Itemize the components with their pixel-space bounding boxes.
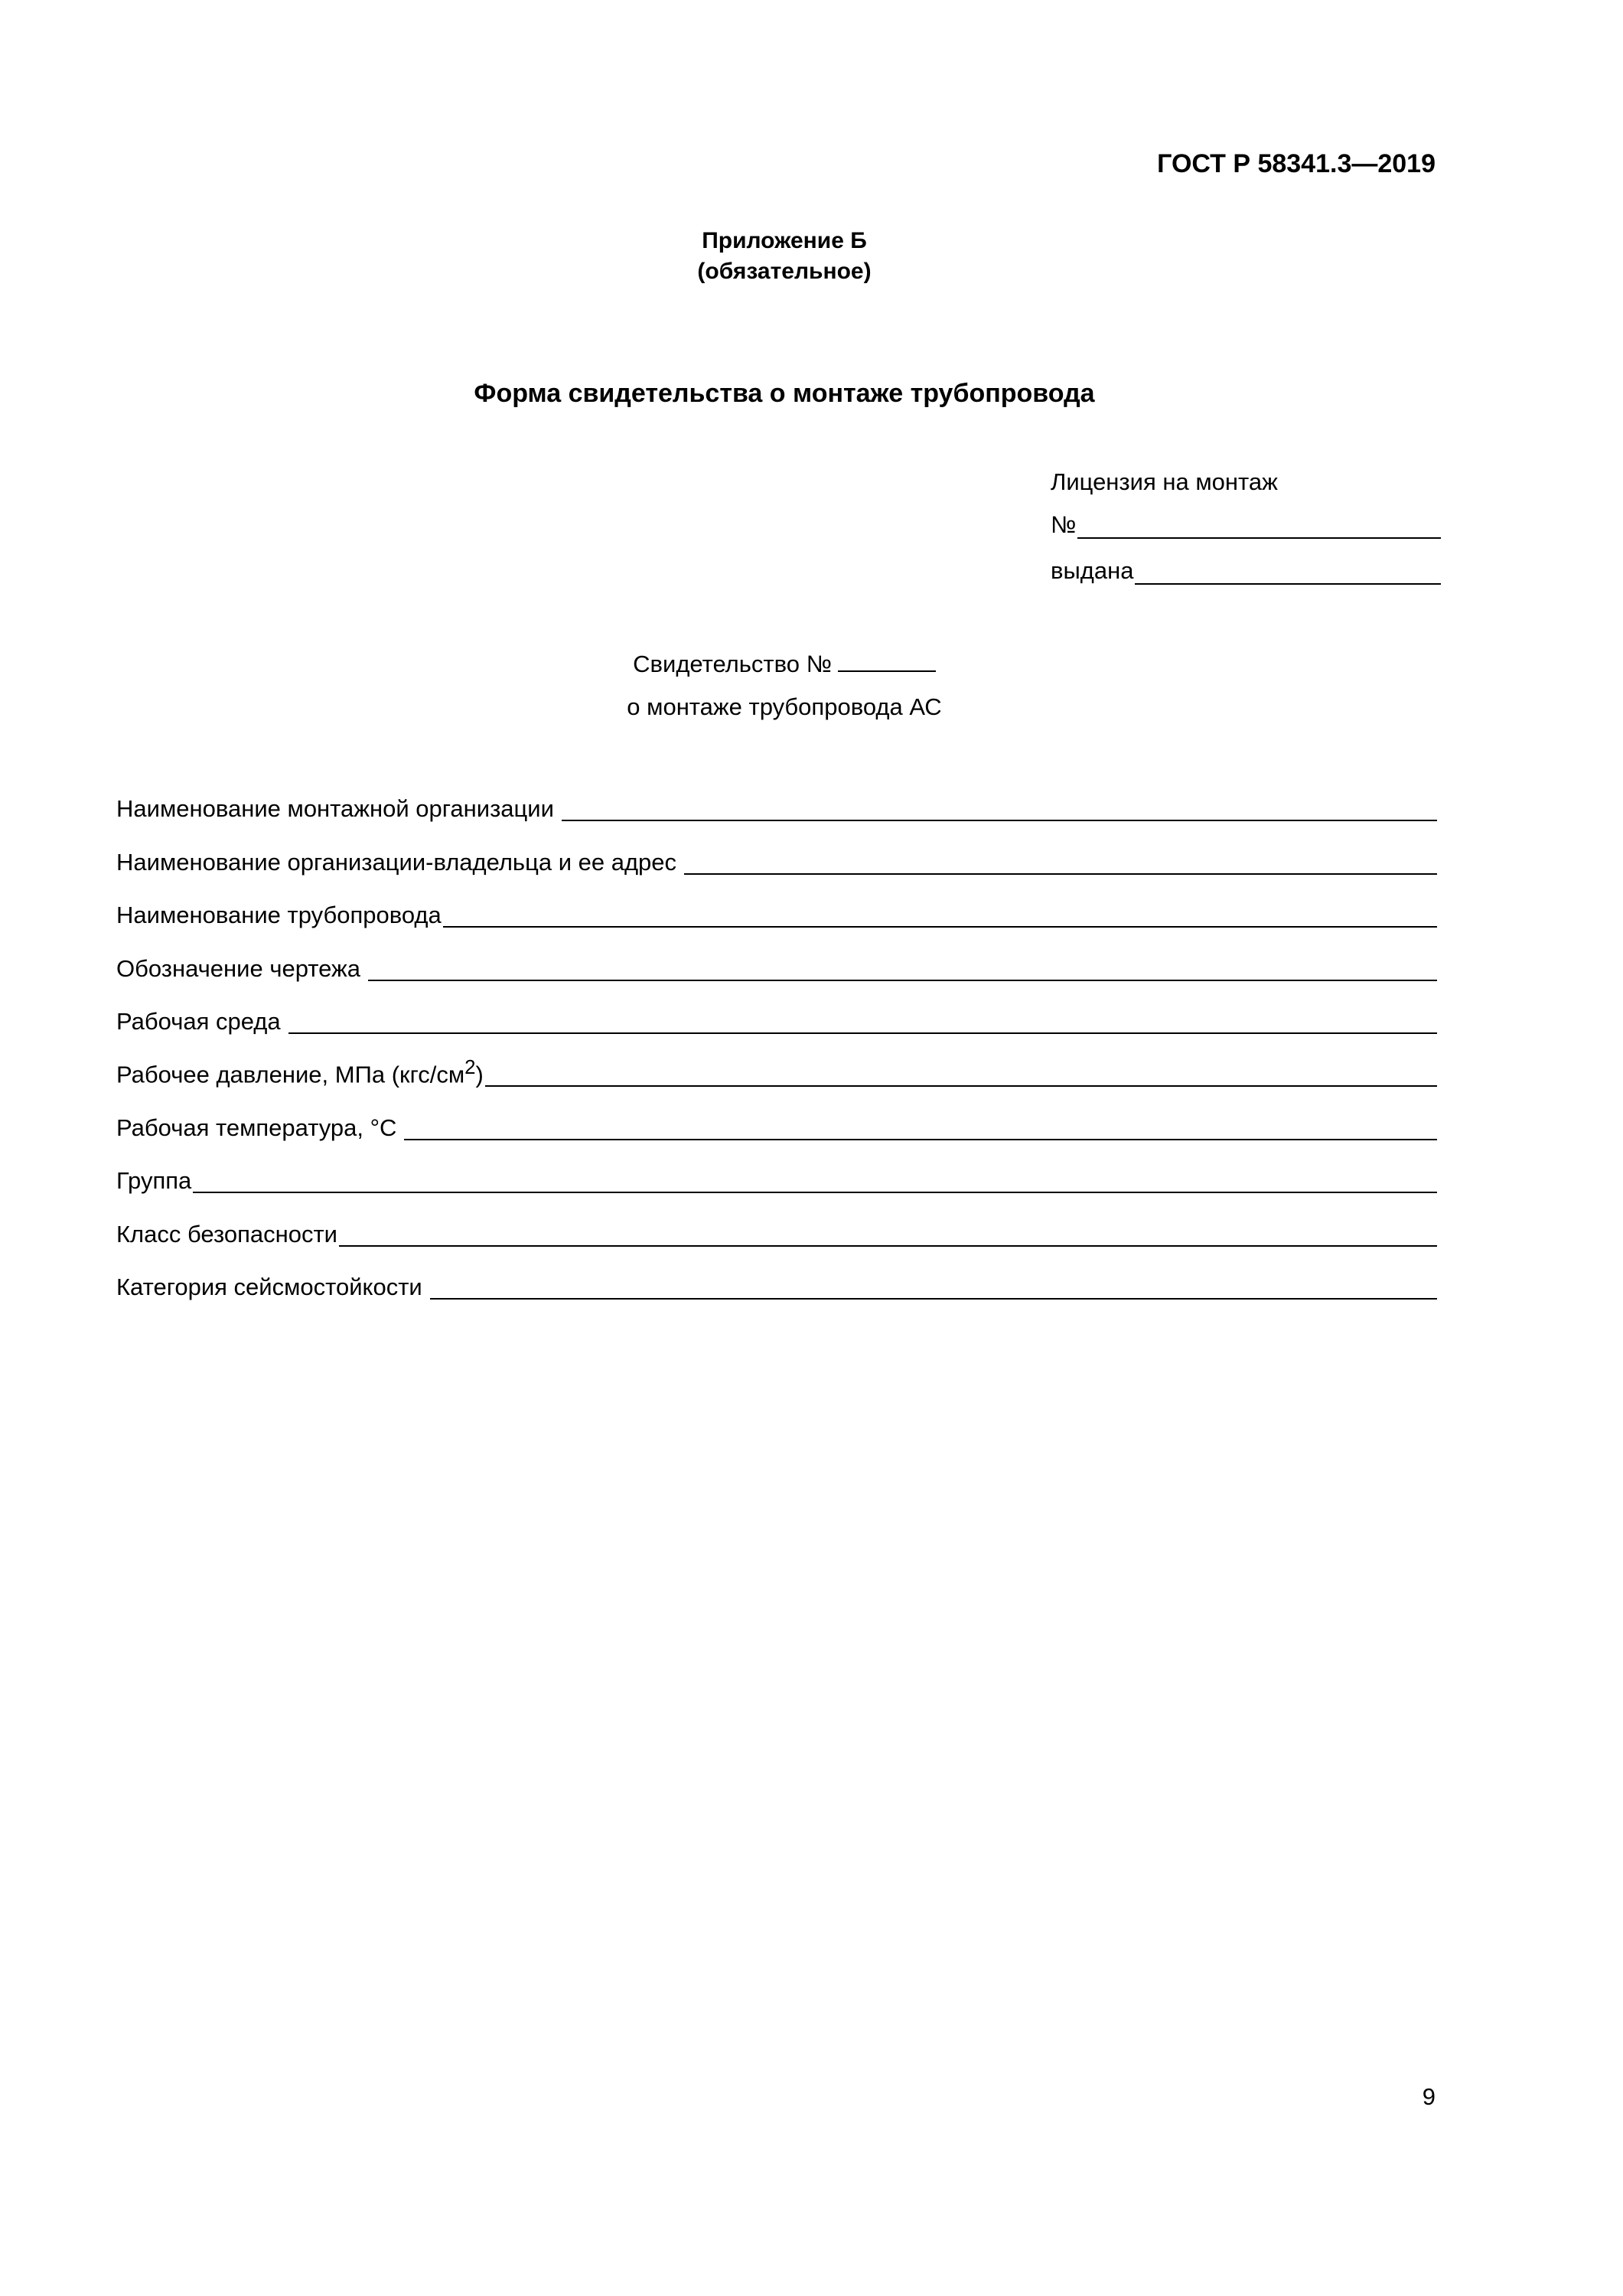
field-input-line[interactable] xyxy=(339,1219,1437,1247)
license-number-label: № xyxy=(1051,511,1077,538)
field-input-line[interactable] xyxy=(404,1113,1437,1140)
page-number: 9 xyxy=(1422,2083,1436,2110)
certificate-subtitle: о монтаже трубопровода АС xyxy=(627,693,942,720)
field-input-line[interactable] xyxy=(288,1006,1437,1034)
field-label: Класс безопасности xyxy=(116,1220,337,1247)
pressure-label-suffix: ) xyxy=(475,1061,484,1088)
certificate-number-field[interactable] xyxy=(838,649,936,672)
field-input-line[interactable] xyxy=(485,1059,1437,1087)
appendix-type: (обязательное) xyxy=(697,259,872,284)
form-title: Форма свидетельства о монтаже трубопровода xyxy=(474,379,1095,408)
certificate-fields xyxy=(116,773,1437,1304)
field-label: Категория сейсмостойкости xyxy=(116,1273,422,1300)
field-row xyxy=(116,1145,1437,1198)
pressure-label-sup: 2 xyxy=(464,1057,476,1079)
field-label: Наименование монтажной организации xyxy=(116,795,554,823)
license-label: Лицензия на монтаж xyxy=(1051,468,1278,495)
pressure-label-text: Рабочее давление, МПа (кгс/см xyxy=(116,1061,465,1088)
license-label-row xyxy=(1051,468,1441,496)
appendix-title: Приложение Б xyxy=(702,228,867,253)
license-number-row xyxy=(1051,511,1441,539)
field-row xyxy=(116,773,1437,826)
field-label: Обозначение чертежа xyxy=(116,954,361,982)
field-label: Рабочая температура, °С xyxy=(116,1114,397,1141)
field-input-line[interactable] xyxy=(368,954,1437,981)
field-input-line[interactable] xyxy=(562,794,1437,821)
certificate-label: Свидетельство № xyxy=(633,651,832,677)
field-input-line[interactable] xyxy=(443,900,1437,928)
field-row xyxy=(116,986,1437,1039)
field-label: Группа xyxy=(116,1167,192,1195)
field-input-line[interactable] xyxy=(430,1272,1437,1300)
field-label: Наименование трубопровода xyxy=(116,902,442,929)
field-row xyxy=(116,879,1437,932)
field-row xyxy=(116,826,1437,879)
field-label: Наименование организации-владельца и ее адрес xyxy=(116,848,677,876)
license-issued-label: выдана xyxy=(1051,557,1134,584)
field-row xyxy=(116,1039,1437,1091)
field-input-line[interactable] xyxy=(193,1166,1437,1193)
license-issued-field[interactable] xyxy=(1135,560,1441,585)
field-input-line[interactable] xyxy=(684,847,1437,875)
field-row xyxy=(116,1091,1437,1144)
field-label: Рабочая среда xyxy=(116,1007,281,1035)
field-row xyxy=(116,932,1437,985)
license-number-field[interactable] xyxy=(1077,514,1441,539)
certificate-number-row xyxy=(0,649,1569,678)
license-issued-row xyxy=(1051,557,1441,585)
field-row xyxy=(116,1198,1437,1251)
field-label-pressure xyxy=(116,1057,484,1091)
field-row xyxy=(116,1251,1437,1304)
standard-designation: ГОСТ Р 58341.3—2019 xyxy=(1157,149,1436,178)
